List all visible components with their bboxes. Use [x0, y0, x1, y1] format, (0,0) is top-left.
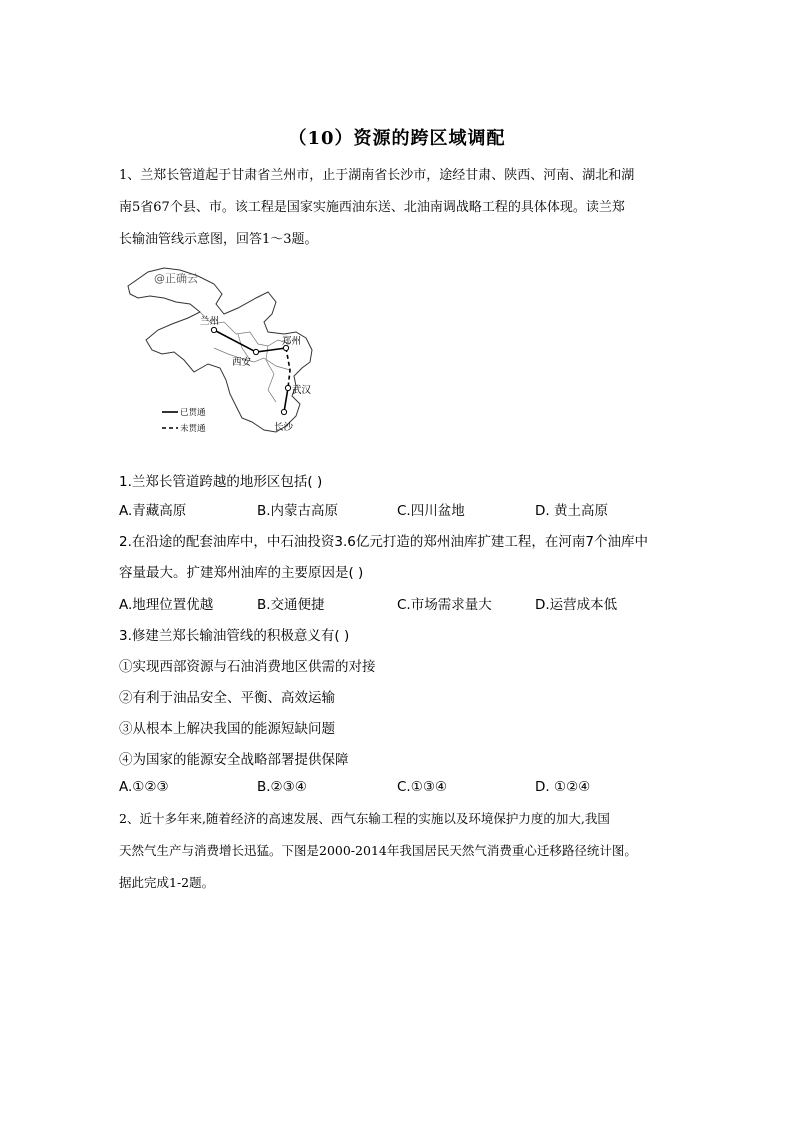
question-1-2-stem-line: 2.在沿途的配套油库中，中石油投资3.6亿元打造的郑州油库扩建工程，在河南7个油库中 — [119, 534, 648, 550]
statement-item: ①实现西部资源与石油消费地区供需的对接 — [119, 659, 376, 675]
city-marker — [281, 409, 286, 414]
legend-built-label: 已贯通 — [180, 408, 206, 418]
option-a[interactable]: A.青藏高原 — [119, 503, 187, 519]
question-2-intro — [119, 803, 679, 899]
city-label-zhengzhou: 郑州 — [282, 336, 302, 347]
option-c[interactable]: C.四川盆地 — [397, 503, 465, 519]
option-a[interactable]: A.地理位置优越 — [119, 597, 214, 613]
option-d[interactable]: D. ①②④ — [535, 779, 591, 795]
intro-line: 长输油管线示意图，回答1～3题。 — [119, 232, 318, 247]
option-b[interactable]: B.交通便捷 — [257, 597, 325, 613]
intro-line: 据此完成1-2题。 — [119, 875, 215, 890]
pipeline-built — [284, 388, 288, 412]
intro-line: 南5省67个县、市。该工程是国家实施西油东送、北油南调战略工程的具体体现。读兰郑 — [119, 200, 625, 215]
province-border — [214, 348, 290, 370]
city-label-xian: 西安 — [232, 357, 252, 368]
pipeline-unbuilt — [286, 348, 290, 388]
map-watermark: @正确云 — [154, 272, 198, 285]
city-label-wuhan: 武汉 — [292, 385, 312, 396]
pipeline-map — [118, 262, 333, 442]
question-1-1-stem: 1.兰郑长管道跨越的地形区包括( ) — [119, 474, 323, 490]
city-marker — [211, 327, 216, 332]
page-title: （10）资源的跨区域调配 — [288, 128, 506, 149]
statement-item: ③从根本上解决我国的能源短缺问题 — [119, 721, 335, 737]
option-b[interactable]: B.②③④ — [257, 779, 307, 795]
intro-line: 天然气生产与消费增长迅猛。下图是2000-2014年我国居民天然气消费重心迁移路径统计图。 — [119, 843, 637, 858]
statement-item: ④为国家的能源安全战略部署提供保障 — [119, 752, 349, 768]
question-1-intro — [119, 160, 679, 256]
city-label-lanzhou: 兰州 — [200, 316, 220, 327]
statement-item: ②有利于油品安全、平衡、高效运输 — [119, 690, 335, 706]
city-label-changsha: 长沙 — [274, 422, 294, 433]
intro-line: 2、近十多年来,随着经济的高速发展、西气东输工程的实施以及环境保护力度的加大,我国 — [119, 811, 610, 826]
intro-line: 1、兰郑长管道起于甘肃省兰州市，止于湖南省长沙市，途经甘肃、陕西、河南、湖北和湖 — [119, 168, 635, 183]
city-marker — [253, 349, 258, 354]
option-d[interactable]: D.运营成本低 — [535, 597, 618, 613]
option-b[interactable]: B.内蒙古高原 — [257, 503, 339, 519]
option-c[interactable]: C.①③④ — [397, 779, 448, 795]
city-marker — [285, 385, 290, 390]
question-1-3-stem: 3.修建兰郑长输油管线的积极意义有( ) — [119, 628, 350, 644]
question-1-2-stem-line: 容量最大。扩建郑州油库的主要原因是( ) — [119, 565, 364, 581]
option-d[interactable]: D. 黄土高原 — [535, 503, 608, 519]
province-border — [266, 346, 276, 402]
legend-unbuilt-label: 未贯通 — [180, 424, 206, 434]
option-c[interactable]: C.市场需求量大 — [397, 597, 492, 613]
option-a[interactable]: A.①②③ — [119, 779, 169, 795]
